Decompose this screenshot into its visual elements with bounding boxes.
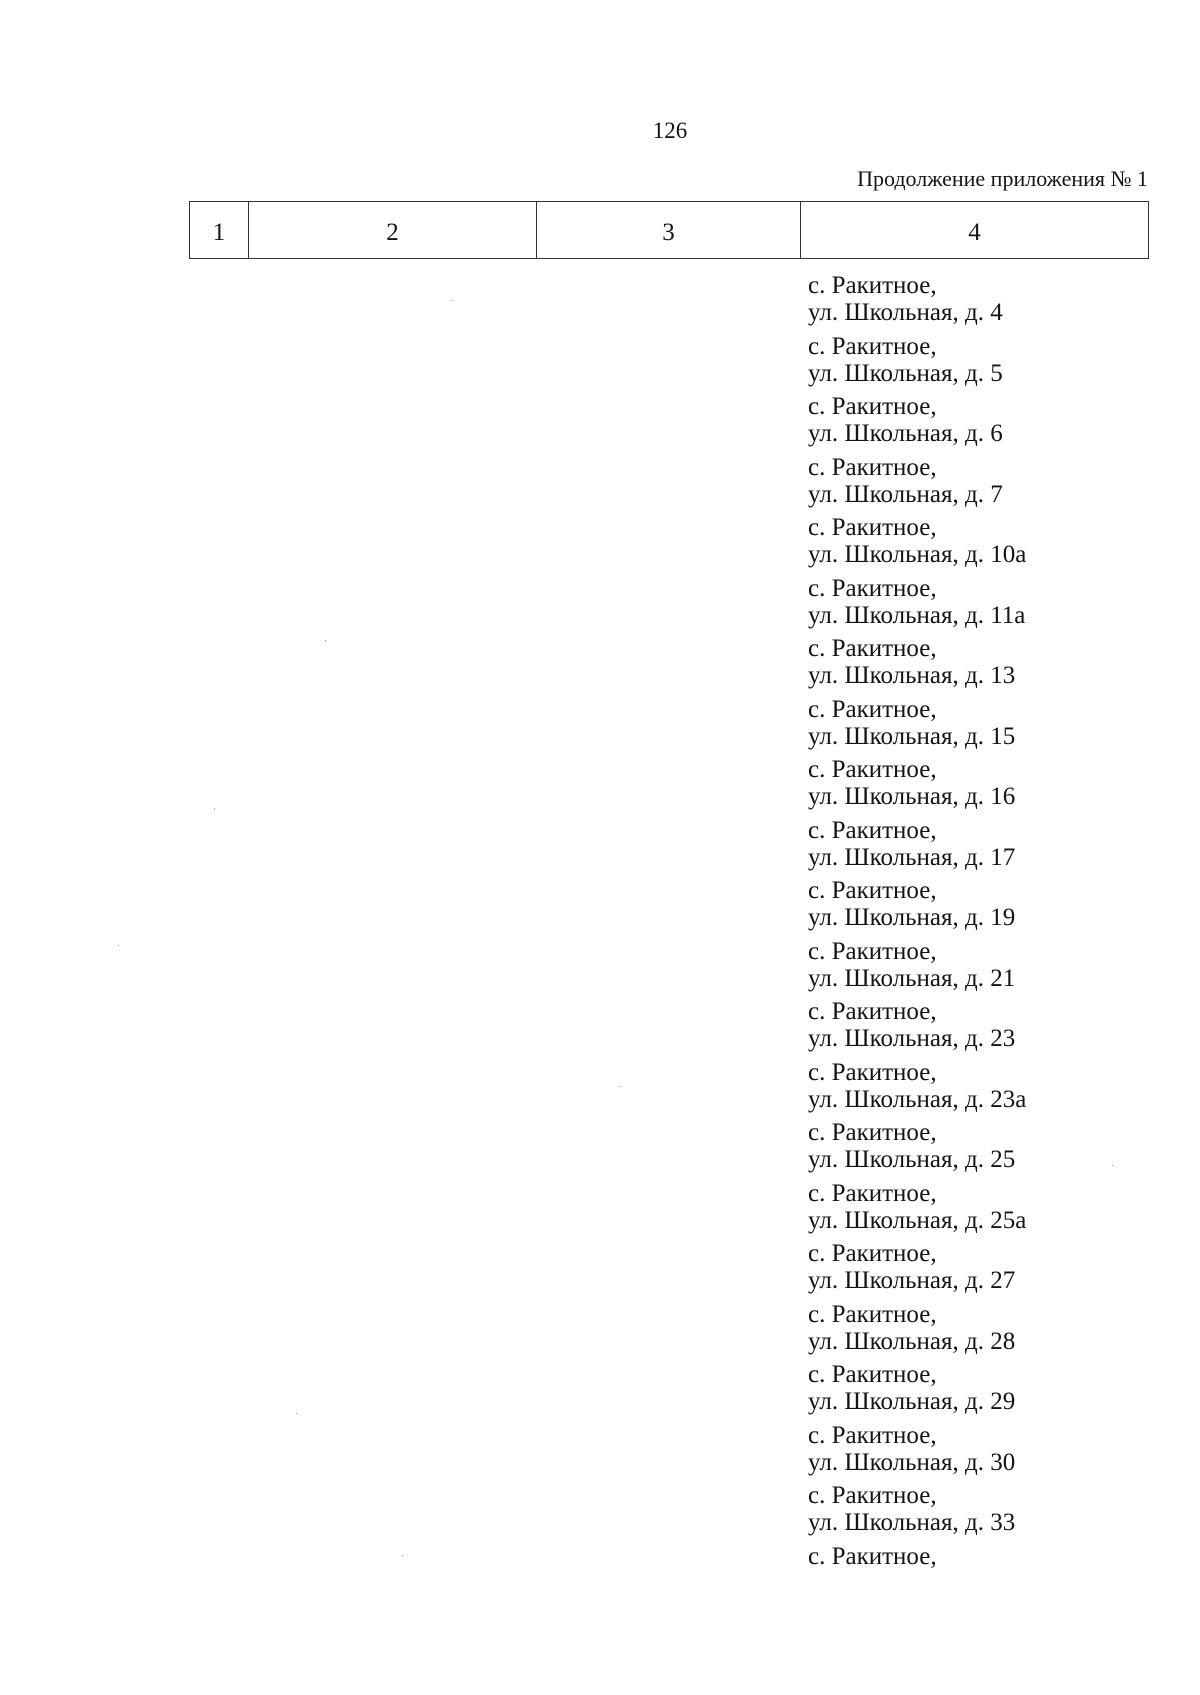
address-street: ул. Школьная, д. 6: [808, 420, 1003, 447]
address-settlement: с. Ракитное,: [808, 332, 937, 360]
address-settlement: с. Ракитное,: [808, 574, 937, 602]
address-street: ул. Школьная, д. 16: [808, 783, 1016, 810]
scan-speck: [1112, 1165, 1113, 1166]
address-settlement: с. Ракитное,: [808, 1421, 937, 1449]
address-item: [808, 1240, 1188, 1301]
scan-speck: [452, 300, 453, 301]
address-street: ул. Школьная, д. 17: [808, 843, 1016, 871]
address-settlement: с. Ракитное,: [808, 453, 937, 481]
address-item: [808, 877, 1188, 938]
scan-speck: [402, 1555, 403, 1556]
scan-speck: [118, 945, 119, 946]
address-settlement: с. Ракитное,: [808, 1179, 937, 1207]
continuation-label: Продолжение приложения № 1: [857, 166, 1148, 191]
address-item: [808, 1180, 1188, 1241]
column-header-2: 2: [249, 202, 537, 259]
address-settlement: с. Ракитное,: [808, 1058, 937, 1086]
address-item: [808, 393, 1188, 454]
address-item: [808, 696, 1188, 757]
address-street: ул. Школьная, д. 4: [808, 299, 1003, 326]
address-settlement: с. Ракитное,: [808, 1240, 937, 1267]
address-settlement: с. Ракитное,: [808, 816, 937, 844]
address-item: [808, 454, 1188, 515]
address-item: [808, 938, 1188, 999]
address-item: [808, 1119, 1188, 1180]
scan-speck: [620, 1086, 621, 1087]
scan-speck: [296, 1413, 297, 1414]
address-street: ул. Школьная, д. 19: [808, 904, 1016, 931]
column-header-table: [189, 201, 1149, 259]
column-header-4: 4: [801, 202, 1149, 259]
address-street: ул. Школьная, д. 10а: [808, 541, 1027, 568]
address-settlement: с. Ракитное,: [808, 393, 937, 420]
address-street: ул. Школьная, д. 23: [808, 1025, 1016, 1052]
address-item: [808, 272, 1188, 333]
address-settlement: с. Ракитное,: [808, 695, 937, 723]
column-header-3: 3: [537, 202, 801, 259]
address-street: ул. Школьная, д. 33: [808, 1509, 1016, 1536]
scan-speck: [325, 640, 326, 641]
address-settlement: с. Ракитное,: [808, 998, 937, 1025]
address-street: ул. Школьная, д. 27: [808, 1267, 1016, 1294]
address-street: ул. Школьная, д. 23а: [808, 1085, 1027, 1113]
address-street: ул. Школьная, д. 7: [808, 480, 1003, 508]
address-street: ул. Школьная, д. 11а: [808, 601, 1026, 629]
address-street: ул. Школьная, д. 28: [808, 1327, 1016, 1355]
address-list: [808, 272, 1188, 1603]
address-item: [808, 635, 1188, 696]
column-header-row: [190, 202, 1149, 259]
address-settlement: с. Ракитное,: [808, 272, 937, 299]
column-header-1: 1: [190, 202, 249, 259]
address-street: ул. Школьная, д. 13: [808, 662, 1016, 689]
address-item: [808, 998, 1188, 1059]
address-settlement: с. Ракитное,: [808, 937, 937, 965]
address-item-partial: [808, 1543, 1188, 1604]
address-item: [808, 514, 1188, 575]
address-street: ул. Школьная, д. 25а: [808, 1206, 1027, 1234]
address-street: ул. Школьная, д. 15: [808, 722, 1016, 750]
address-settlement: с. Ракитное,: [808, 1482, 937, 1509]
address-settlement: с. Ракитное,: [808, 514, 937, 541]
address-item: [808, 333, 1188, 394]
address-item: [808, 1301, 1188, 1362]
address-item: [808, 575, 1188, 636]
address-settlement: с. Ракитное,: [808, 1119, 937, 1146]
address-street: ул. Школьная, д. 25: [808, 1146, 1016, 1173]
address-item: [808, 1361, 1188, 1422]
address-street: ул. Школьная, д. 29: [808, 1388, 1016, 1415]
scan-speck: [214, 808, 215, 809]
address-settlement: с. Ракитное,: [808, 1361, 937, 1388]
address-settlement: с. Ракитное,: [808, 635, 937, 662]
address-settlement: с. Ракитное,: [808, 1300, 937, 1328]
address-street: ул. Школьная, д. 30: [808, 1448, 1016, 1476]
address-settlement: с. Ракитное,: [808, 877, 937, 904]
address-settlement: с. Ракитное,: [808, 1542, 937, 1570]
address-item: [808, 1059, 1188, 1120]
address-street: ул. Школьная, д. 21: [808, 964, 1016, 992]
address-item: [808, 1482, 1188, 1543]
address-settlement: с. Ракитное,: [808, 756, 937, 783]
address-item: [808, 817, 1188, 878]
address-item: [808, 756, 1188, 817]
address-item: [808, 1422, 1188, 1483]
address-street: ул. Школьная, д. 5: [808, 359, 1003, 387]
page-number: 126: [652, 118, 688, 143]
